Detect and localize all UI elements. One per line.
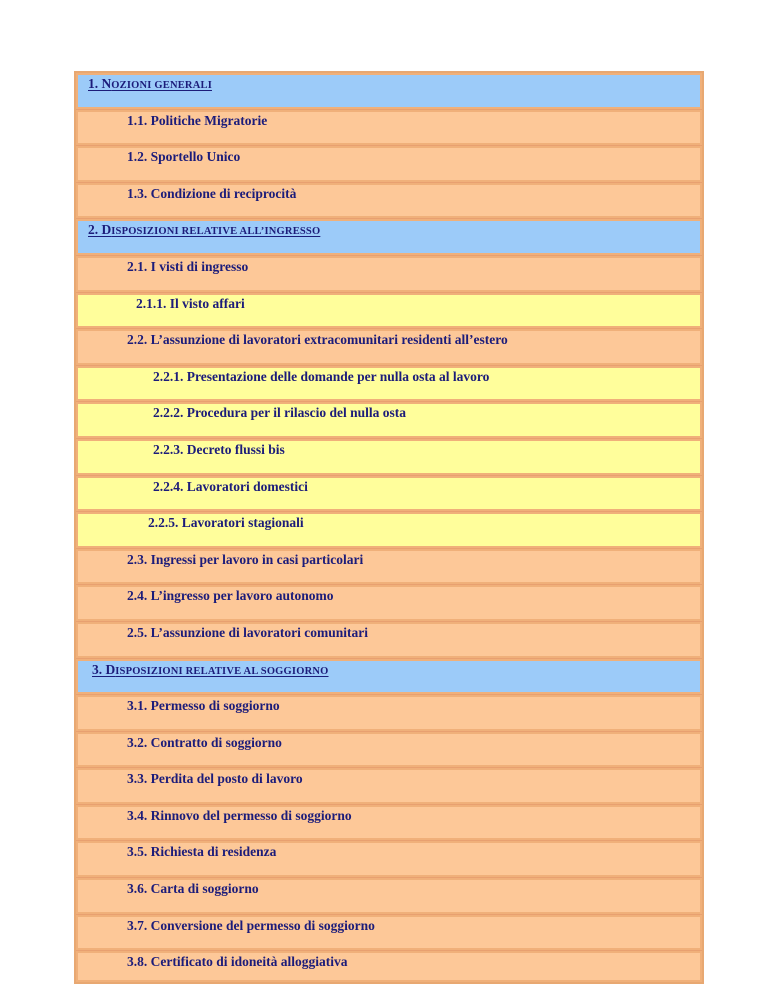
toc-entry-link[interactable]: 3.7. Conversione del permesso di soggiorno <box>127 917 375 933</box>
toc-entry-link[interactable]: 2.2.3. Decreto flussi bis <box>153 441 285 457</box>
toc-entry-row <box>76 549 702 586</box>
section-initial: N <box>101 76 112 91</box>
toc-entry-link[interactable]: 2.2.5. Lavoratori stagionali <box>148 515 304 531</box>
toc-entry-link[interactable]: 2.5. L’assunzione di lavoratori comunitari <box>127 624 369 640</box>
toc-entry-row <box>76 512 702 549</box>
toc-entry-link[interactable]: 3.8. Certificato di idoneità alloggiativa <box>127 954 348 970</box>
table-of-contents <box>74 71 704 984</box>
toc-entry-row <box>76 146 702 183</box>
toc-entry-link[interactable]: 2.3. Ingressi per lavoro in casi particolari <box>127 551 364 567</box>
toc-entry-link[interactable]: 2.2.4. Lavoratori domestici <box>153 478 308 494</box>
toc-entry-row <box>76 585 702 622</box>
toc-entry-link[interactable]: 3.5. Richiesta di residenza <box>127 844 277 860</box>
toc-entry-link[interactable]: 1.3. Condizione di reciprocità <box>127 185 297 201</box>
toc-section-link[interactable] <box>92 662 329 678</box>
toc-entry-row <box>76 841 702 878</box>
toc-entry-link[interactable]: 2.2.1. Presentazione delle domande per nulla osta al lavoro <box>153 368 490 384</box>
toc-entry-link[interactable]: 3.2. Contratto di soggiorno <box>127 734 282 750</box>
section-number: 2. <box>88 222 102 238</box>
section-title: ISPOSIZIONI RELATIVE AL SOGGIORNO <box>115 665 329 677</box>
toc-entry-link[interactable]: 2.2. L’assunzione di lavoratori extracomunitari residenti all’estero <box>127 332 508 348</box>
toc-entry-row <box>76 622 702 659</box>
section-number: 3. <box>92 661 106 677</box>
toc-entry-row <box>76 402 702 439</box>
toc-entry-link[interactable]: 1.2. Sportello Unico <box>127 149 241 165</box>
toc-entry-row <box>76 439 702 476</box>
toc-entry-row <box>76 915 702 952</box>
toc-section-link[interactable] <box>88 76 212 92</box>
toc-entry-link[interactable]: 1.1. Politiche Migratorie <box>127 112 268 128</box>
toc-entry-link[interactable]: 2.1. I visti di ingresso <box>127 258 249 274</box>
section-initial: D <box>105 661 116 677</box>
section-title: OZIONI GENERALI <box>111 80 212 91</box>
toc-section-row <box>76 73 702 110</box>
toc-entry-row <box>76 878 702 915</box>
toc-entry-link[interactable]: 3.6. Carta di soggiorno <box>127 881 259 897</box>
toc-entry-row <box>76 183 702 220</box>
toc-entry-row <box>76 293 702 330</box>
toc-entry-link[interactable]: 3.3. Perdita del posto di lavoro <box>127 771 303 787</box>
toc-entry-row <box>76 476 702 513</box>
toc-entry-row <box>76 951 702 982</box>
toc-section-row <box>76 219 702 256</box>
toc-entry-row <box>76 732 702 769</box>
toc-entry-row <box>76 110 702 147</box>
toc-section-link[interactable] <box>88 222 320 238</box>
toc-section-row <box>76 659 702 696</box>
toc-entry-row <box>76 329 702 366</box>
toc-entry-link[interactable]: 3.4. Rinnovo del permesso di soggiorno <box>127 807 352 823</box>
section-number: 1. <box>88 76 102 91</box>
toc-entry-link[interactable]: 2.2.2. Procedura per il rilascio del nulla osta <box>153 405 406 421</box>
toc-entry-link[interactable]: 2.4. L’ingresso per lavoro autonomo <box>127 588 334 604</box>
section-initial: D <box>101 222 112 238</box>
toc-entry-row <box>76 256 702 293</box>
section-title: ISPOSIZIONI RELATIVE ALL’INGRESSO <box>111 226 321 238</box>
toc-entry-row <box>76 695 702 732</box>
toc-entry-link[interactable]: 3.1. Permesso di soggiorno <box>127 698 280 714</box>
toc-entry-row <box>76 366 702 403</box>
toc-entry-link[interactable]: 2.1.1. Il visto affari <box>136 295 245 311</box>
toc-entry-row <box>76 768 702 805</box>
toc-entry-row <box>76 805 702 842</box>
